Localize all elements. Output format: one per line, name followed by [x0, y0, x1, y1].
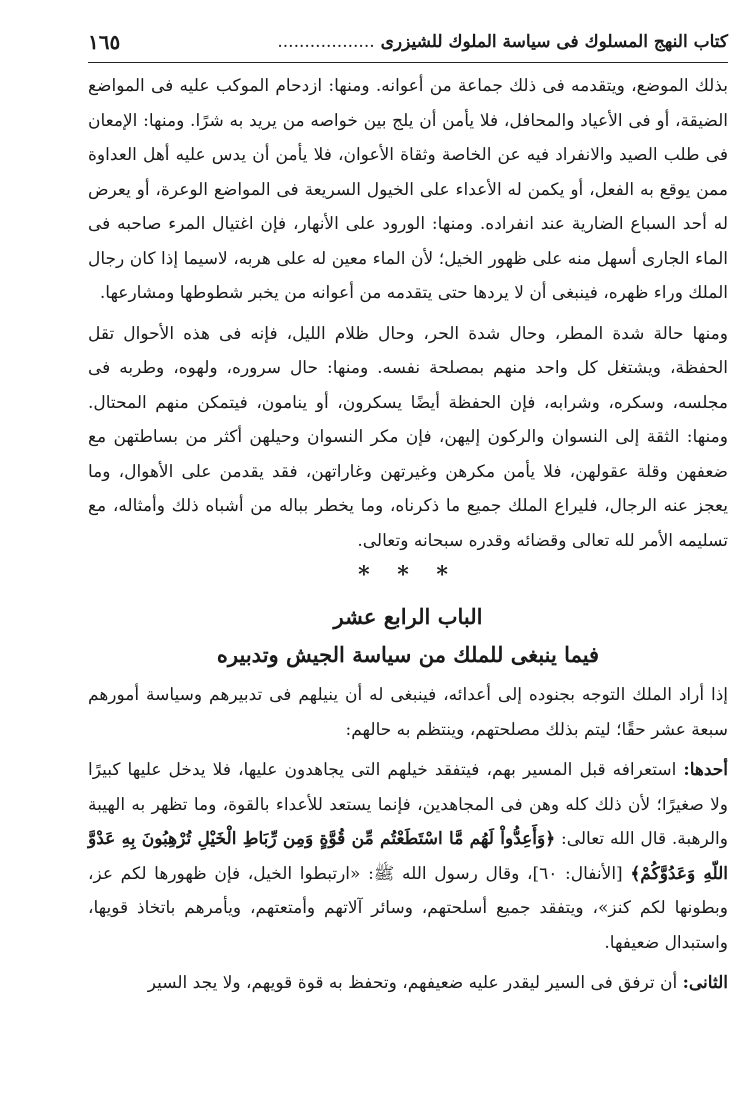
- paragraph-3: إذا أراد الملك التوجه بجنوده إلى أعدائه، فينبغى له أن ينيلهم فى تدبيرهم وسياسة أمورهم سبعة عشر حقًا؛ ليتم بذلك مصلحتهم، وينتظم به حالهم:: [88, 685, 728, 740]
- item-lead-second: الثانى:: [682, 973, 728, 993]
- section-separator: * * *: [358, 562, 458, 588]
- paragraph-5-text: أن ترفق فى السير ليقدر عليه ضعيفهم، وتحفظ به قوة قويهم، ولا يجد السير: [147, 973, 683, 993]
- paragraph-1: بذلك الموضع، ويتقدمه فى ذلك جماعة من أعوانه. ومنها: ازدحام الموكب عليه فى المواضع الضيقة، أو فى الأعياد والمحافل، فلا يأمن أن يلج بين خواصه من يريد به شرًا. ومنها: الإمعان فى طلب الصيد والانفراد فيه عن الخاصة وثقاة الأعوان، فلا يأمن أن يدس عليه أهل العداوة ممن يوقع به الفعل، أو يكمن له الأعداء على الخيول السريعة فى المواضع الوعرة، أو يعرض له أحد السباع الضارية عند انفراده. ومنها: الورود على الأنهار، فإن اغتيال المرء صاحبه فى الماء الجارى أسهل منه على ظهور الخيل؛ لأن الماء معين له على هربه، لاسيما إذا كان رجال الملك وراء ظهره، فينبغى أن لا يردها حتى يتقدمه من أعوانه من يخبر شطوطها ومشارعها.: [88, 76, 728, 303]
- chapter-subtitle: فيما ينبغى للملك من سياسة الجيش وتدبيره: [216, 642, 600, 667]
- book-title: [277, 32, 728, 52]
- paragraph-4-text-a: استعرافه قبل المسير بهم، فيتفقد خيلهم التى يجاهدون عليها، فلا يدخل عليها كبيرًا ولا صغيرًا؛ لأن ذلك كله وهن فى المجاهدين، فإنما يستعد للأعداء بالقوة، وما تظهر به الهيبة والرهبة. قال الله تعالى:: [88, 760, 728, 849]
- chapter-title: الباب الرابع عشر: [333, 604, 483, 629]
- dot-leader: ..................: [277, 32, 375, 52]
- book-title-text: كتاب النهج المسلوك فى سياسة الملوك للشيزرى: [380, 32, 728, 52]
- item-lead-first: أحدها:: [683, 760, 728, 780]
- book-page: [88, 28, 728, 1001]
- paragraph-2: ومنها حالة شدة المطر، وحال شدة الحر، وحال ظلام الليل، فإنه فى هذه الأحوال تقل الحفظة، ويشتغل كل واحد منهم بمصلحة نفسه. ومنها: حال سروره، ولهوه، وطربه فى مجلسه، وسكره، وشرابه، فإن الحفظة أيضًا يسكرون، أو ينامون، فيتمكن منهم المحتال. ومنها: الثقة إلى النسوان والركون إليهن، فإن مكر النسوان وحيلهن أكثر من بساطتهن مع ضعفهن وقلة عقولهن، فلا يأمن مكرهن وغيرتهن وغاراتهن، فقد يقدمن على الأهوال، وما يعجز عنه الرجال، فليراع الملك جميع ما ذكرناه، وما يخطر بباله من أشباه ذلك وأمثاله، مع تسليمه الأمر لله تعالى وقضائه وقدره سبحانه وتعالى.: [88, 323, 728, 551]
- page-number: ١٦٥: [88, 30, 121, 54]
- paragraph-4: [88, 753, 728, 960]
- paragraph-5: [88, 966, 728, 1001]
- paragraph-4-text-b: [الأنفال: ٦٠]، وقال رسول الله ﷺ: «ارتبطوا الخيل، فإن ظهورها لكم عز، وبطونها لكم كنز»، ويتفقد جميع أسلحتهم، وسائر آلاتهم وأمتعتهم، ويأمرهم باتخاذ قويها، واستبدال ضعيفها.: [88, 863, 728, 953]
- running-header: [88, 28, 728, 63]
- quran-verse: ﴿وَأَعِدُّواْ لَهُم مَّا اسْتَطَعْتُم مِّن قُوَّةٍ وَمِن رِّبَاطِ الْخَيْلِ تُرْهِبُونَ بِهِ عَدْوَّ اللّهِ وَعَدُوَّكُمْ﴾: [88, 829, 729, 884]
